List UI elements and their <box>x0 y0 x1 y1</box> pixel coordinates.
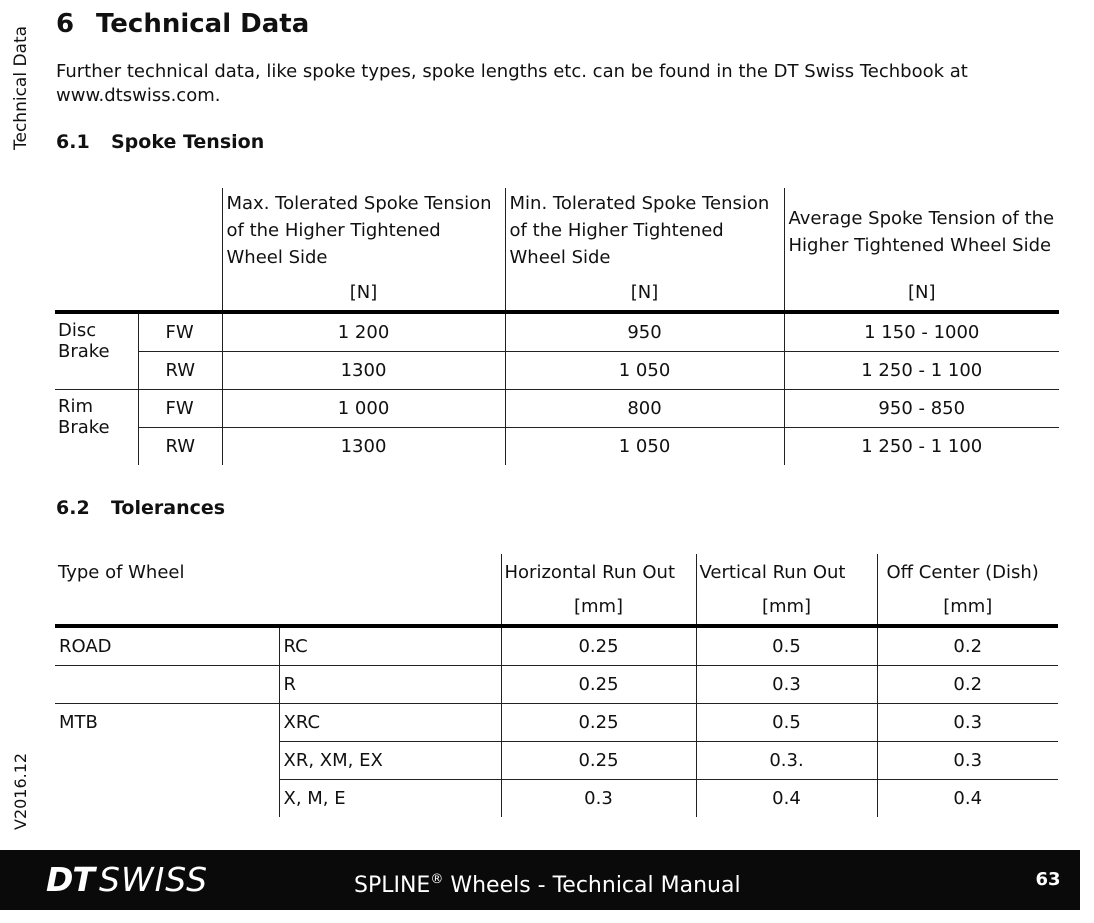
unit-vertical: [mm] <box>696 588 877 626</box>
wheel-type: X, M, E <box>279 780 501 818</box>
blank-header-cell <box>55 188 138 312</box>
table-row <box>55 352 1059 390</box>
average-value: 1 250 - 1 100 <box>784 352 1059 390</box>
average-value: 1 150 - 1000 <box>784 312 1059 352</box>
page-title <box>56 8 309 40</box>
wheel-type: R <box>279 666 501 704</box>
group-spacer <box>55 780 279 818</box>
logo-swiss-text: SWISS <box>99 860 209 899</box>
vertical-value: 0.4 <box>696 780 877 818</box>
unit-dish: [mm] <box>877 588 1058 626</box>
tolerances-heading <box>56 496 225 520</box>
table-row <box>55 312 1059 352</box>
average-value: 1 250 - 1 100 <box>784 428 1059 466</box>
table-row <box>55 666 1058 704</box>
wheel-type: XRC <box>279 704 501 742</box>
manual-title-brand: SPLINE <box>354 873 431 898</box>
section-title: Spoke Tension <box>111 131 265 153</box>
vertical-value: 0.5 <box>696 626 877 666</box>
dish-value: 0.2 <box>877 666 1058 704</box>
section-number: 6.1 <box>56 131 90 153</box>
column-header-horizontal: Horizontal Run Out <box>501 554 696 588</box>
min-value: 1 050 <box>505 428 784 466</box>
vertical-value: 0.5 <box>696 704 877 742</box>
wheel-label: FW <box>138 390 222 428</box>
column-header-average: Average Spoke Tension of the Higher Tightened Wheel Side <box>784 188 1059 274</box>
dish-value: 0.2 <box>877 626 1058 666</box>
average-value: 950 - 850 <box>784 390 1059 428</box>
document-version: V2016.12 <box>11 752 30 830</box>
manual-title <box>354 865 741 901</box>
table-header-row <box>55 188 1059 274</box>
logo-dt-text: DT <box>46 860 94 899</box>
table-row <box>55 780 1058 818</box>
page-number: 63 <box>1035 869 1061 890</box>
horizontal-value: 0.25 <box>501 626 696 666</box>
group-spacer <box>55 742 279 780</box>
vertical-value: 0.3 <box>696 666 877 704</box>
horizontal-value: 0.25 <box>501 666 696 704</box>
dish-value: 0.3 <box>877 704 1058 742</box>
chapter-number: 6 <box>56 9 75 39</box>
spoke-tension-heading <box>56 130 264 154</box>
table-row <box>55 428 1059 466</box>
group-label-rim-brake: Rim Brake <box>58 396 110 438</box>
group-label-disc-brake: Disc Brake <box>55 312 138 390</box>
wheel-label: FW <box>138 312 222 352</box>
section-number: 6.2 <box>56 497 90 519</box>
unit-max: [N] <box>222 274 505 312</box>
column-header-type: Type of Wheel <box>58 561 185 583</box>
horizontal-value: 0.3 <box>501 780 696 818</box>
horizontal-value: 0.25 <box>501 704 696 742</box>
column-header-max: Max. Tolerated Spoke Tension of the Higher Tightened Wheel Side <box>222 188 505 274</box>
min-value: 950 <box>505 312 784 352</box>
chapter-title: Technical Data <box>96 9 310 39</box>
sidebar-section-label: Technical Data <box>11 25 31 150</box>
tolerances-table <box>55 554 1058 817</box>
unit-average: [N] <box>784 274 1059 312</box>
section-title: Tolerances <box>111 497 226 519</box>
intro-paragraph: Further technical data, like spoke types, spoke lengths etc. can be found in the DT Swiss Techbook at www.dtswiss.com. <box>56 61 968 106</box>
wheel-type: RC <box>279 626 501 666</box>
unit-horizontal: [mm] <box>501 588 696 626</box>
column-header-dish: Off Center (Dish) <box>877 554 1058 588</box>
dt-swiss-logo <box>46 862 226 898</box>
min-value: 800 <box>505 390 784 428</box>
table-unit-row <box>55 588 1058 626</box>
max-value: 1300 <box>222 352 505 390</box>
page-footer <box>0 850 1080 910</box>
wheel-label: RW <box>138 428 222 466</box>
dish-value: 0.3 <box>877 742 1058 780</box>
max-value: 1300 <box>222 428 505 466</box>
min-value: 1 050 <box>505 352 784 390</box>
manual-title-rest: Wheels - Technical Manual <box>443 873 741 898</box>
group-spacer <box>55 666 279 704</box>
dish-value: 0.4 <box>877 780 1058 818</box>
registered-mark: ® <box>430 872 444 887</box>
max-value: 1 200 <box>222 312 505 352</box>
table-row <box>55 390 1059 428</box>
blank-header-cell <box>138 188 222 312</box>
table-row <box>55 626 1058 666</box>
max-value: 1 000 <box>222 390 505 428</box>
unit-type <box>55 588 501 626</box>
horizontal-value: 0.25 <box>501 742 696 780</box>
unit-min: [N] <box>505 274 784 312</box>
vertical-value: 0.3. <box>696 742 877 780</box>
group-label-road: ROAD <box>55 626 279 666</box>
wheel-type: XR, XM, EX <box>279 742 501 780</box>
column-header-vertical: Vertical Run Out <box>696 554 877 588</box>
table-row <box>55 704 1058 742</box>
column-header-min: Min. Tolerated Spoke Tension of the Higher Tightened Wheel Side <box>505 188 784 274</box>
spoke-tension-table <box>55 188 1059 465</box>
table-row <box>55 742 1058 780</box>
group-label-mtb: MTB <box>59 712 98 734</box>
table-header-row <box>55 554 1058 588</box>
wheel-label: RW <box>138 352 222 390</box>
